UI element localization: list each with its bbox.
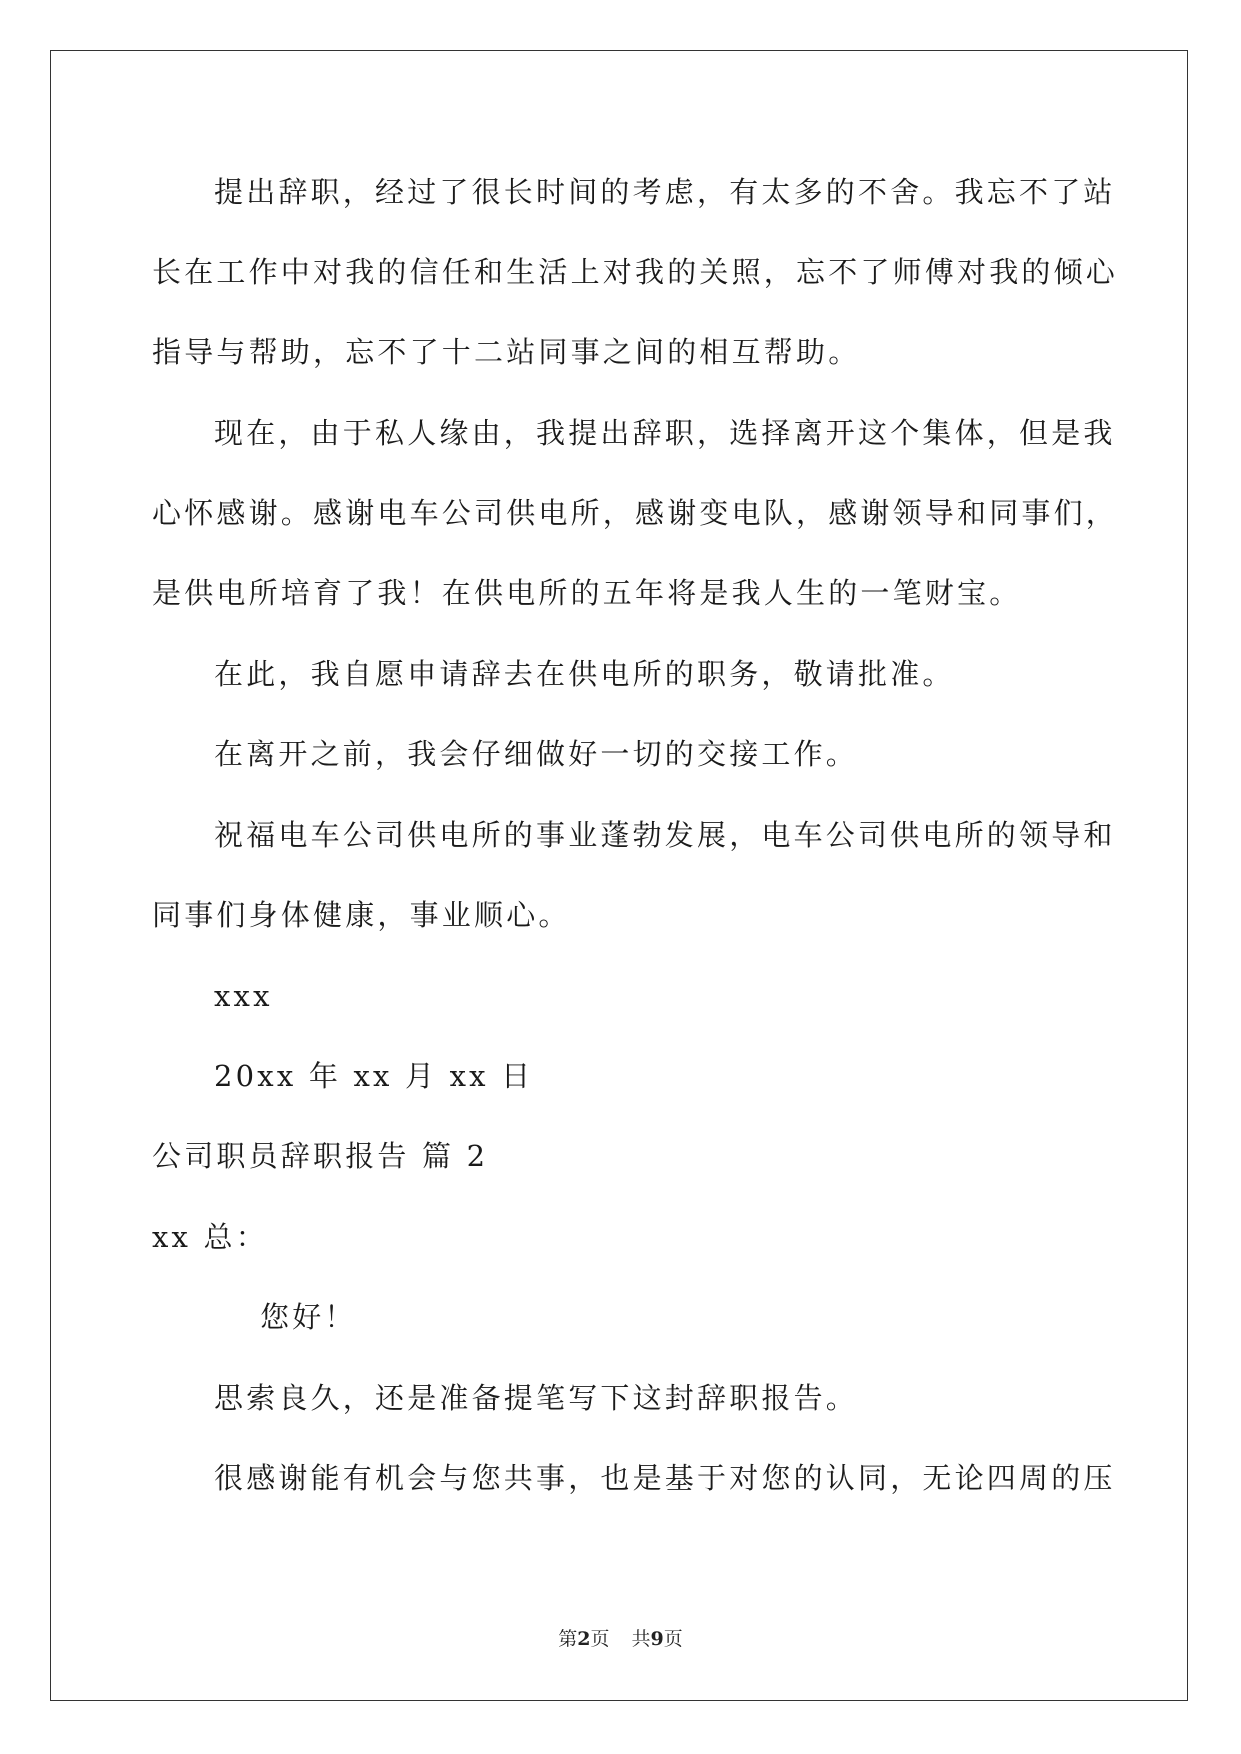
- paragraph-line: 心怀感谢。感谢电车公司供电所，感谢变电队，感谢领导和同事们，: [152, 496, 1119, 530]
- page-current: 2: [577, 1628, 591, 1650]
- page-suffix: 页: [590, 1628, 610, 1650]
- salutation: xx 总：: [152, 1220, 268, 1254]
- section-heading: 公司职员辞职报告 篇 2: [152, 1139, 489, 1173]
- paragraph-line: 是供电所培育了我！在供电所的五年将是我人生的一笔财宝。: [152, 576, 1022, 610]
- paragraph-line: 在离开之前，我会仔细做好一切的交接工作。: [214, 737, 859, 771]
- signature-date: 20xx 年 xx 月 xx 日: [214, 1059, 534, 1093]
- paragraph-line: 现在，由于私人缘由，我提出辞职，选择离开这个集体，但是我: [214, 416, 1116, 450]
- signature-name: xxx: [214, 979, 273, 1013]
- page-prefix: 第: [558, 1628, 578, 1650]
- paragraph-line: 思索良久，还是准备提笔写下这封辞职报告。: [214, 1381, 859, 1415]
- paragraph-line: 在此，我自愿申请辞去在供电所的职务，敬请批准。: [214, 657, 955, 691]
- total-suffix: 页: [663, 1628, 683, 1650]
- total-prefix: 共: [631, 1628, 651, 1650]
- page-footer: [0, 1627, 1241, 1651]
- paragraph-line: 提出辞职，经过了很长时间的考虑，有太多的不舍。我忘不了站: [214, 175, 1116, 209]
- greeting: 您好！: [260, 1300, 357, 1334]
- page-total: 9: [650, 1628, 664, 1650]
- paragraph-line: 很感谢能有机会与您共事，也是基于对您的认同，无论四周的压: [214, 1461, 1116, 1495]
- paragraph-line: 祝福电车公司供电所的事业蓬勃发展，电车公司供电所的领导和: [214, 818, 1116, 852]
- paragraph-line: 指导与帮助，忘不了十二站同事之间的相互帮助。: [152, 335, 861, 369]
- page-border: [50, 50, 1188, 1701]
- paragraph-line: 长在工作中对我的信任和生活上对我的关照，忘不了师傅对我的倾心: [152, 255, 1119, 289]
- paragraph-line: 同事们身体健康，事业顺心。: [152, 898, 571, 932]
